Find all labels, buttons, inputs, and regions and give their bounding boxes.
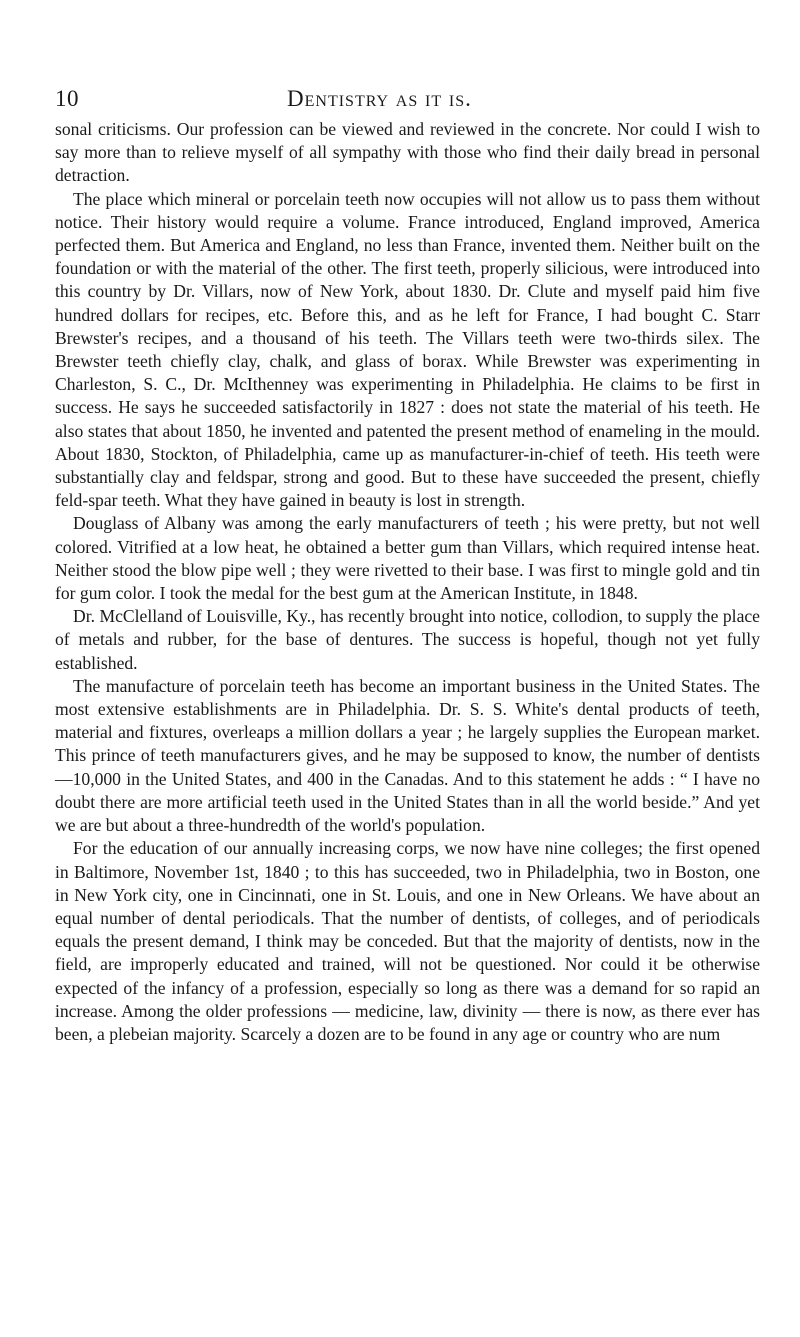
running-title: Dentistry as it is. [287, 86, 472, 111]
paragraph-porcelain-teeth-history: The place which mineral or porcelain teeth now occupies will not allow us to pass them without notice. Their history would require a volume. France introduced, England improved, America perfected them. But America and England, no less than France, invented them. Neither built on the foundation or with the material of the other. The first teeth, properly silicious, were introduced into this country by Dr. Villars, now of New York, about 1830. Dr. Clute and myself paid him five hundred dollars for recipes, etc. Before this, and as he left for France, I had bought C. Starr Brewster's recipes, and a thousand of his teeth. The Villars teeth were two-thirds silex. The Brewster teeth chiefly clay, chalk, and glass of borax. While Brewster was experimenting in Charleston, S. C., Dr. McIthenney was experimenting in Philadelphia. He claims to be first in success. He says he succeeded satisfactorily in 1827 : does not state the material of his teeth. He also states that about 1850, he invented and patented the present method of enameling in the mould. About 1830, Stockton, of Philadelphia, came up as manufacturer-in-chief of teeth. His teeth were substantially clay and feldspar, strong and good. But to these have succeeded the present, chiefly feld-spar teeth. What they have gained in beauty is lost in strength. [55, 188, 760, 511]
paragraph-manufacture: The manufacture of porcelain teeth has become an important business in the United States. The most extensive establishments are in Philadelphia. Dr. S. S. White's dental products of teeth, material and fixtures, overleaps a million dollars a year ; he largely supplies the European market. This prince of teeth manufacturers gives, and he may be supposed to know, the number of dentists —10,000 in the United States, and 400 in the Canadas. And to this statement he adds : “ I have no doubt there are more artificial teeth used in the United States than in all the world beside.” And yet we are but about a three-hundredth of the world's population. [55, 675, 760, 836]
page-number: 10 [55, 86, 79, 111]
running-head [55, 76, 760, 116]
paragraph-douglass: Douglass of Albany was among the early manufacturers of teeth ; his were pretty, but not well colored. Vitrified at a low heat, he obtained a better gum than Villars, which required intense heat. Neither stood the blow pipe well ; they were rivetted to their base. I was first to mingle gold and tin for gum color. I took the medal for the best gum at the American Institute, in 1848. [55, 513, 760, 604]
paragraph-continued: sonal criticisms. Our profession can be viewed and reviewed in the concrete. Nor could I wish to say more than to relieve myself of all sympathy with those who find their daily bread in personal detraction. [55, 119, 760, 186]
body-text [55, 118, 760, 1046]
book-page [55, 76, 760, 1046]
paragraph-education: For the education of our annually increasing corps, we now have nine colleges; the first opened in Baltimore, November 1st, 1840 ; to this has succeeded, two in Philadelphia, two in Boston, one in New York city, one in Cincinnati, one in St. Louis, and one in New Orleans. We have about an equal number of dental periodicals. That the number of dentists, of colleges, and of periodicals equals the present demand, I think may be conceded. But that the majority of dentists, now in the field, are improperly educated and trained, will not be questioned. Nor could it be otherwise expected of the infancy of a profession, especially so long as there was a demand for so rapid an increase. Among the older professions — medicine, law, divinity — there is now, as there ever has been, a plebeian majority. Scarcely a dozen are to be found in any age or country who are num [55, 838, 760, 1044]
paragraph-mcclelland: Dr. McClelland of Louisville, Ky., has recently brought into notice, collodion, to supply the place of metals and rubber, for the base of dentures. The success is hopeful, though not yet fully established. [55, 606, 760, 673]
